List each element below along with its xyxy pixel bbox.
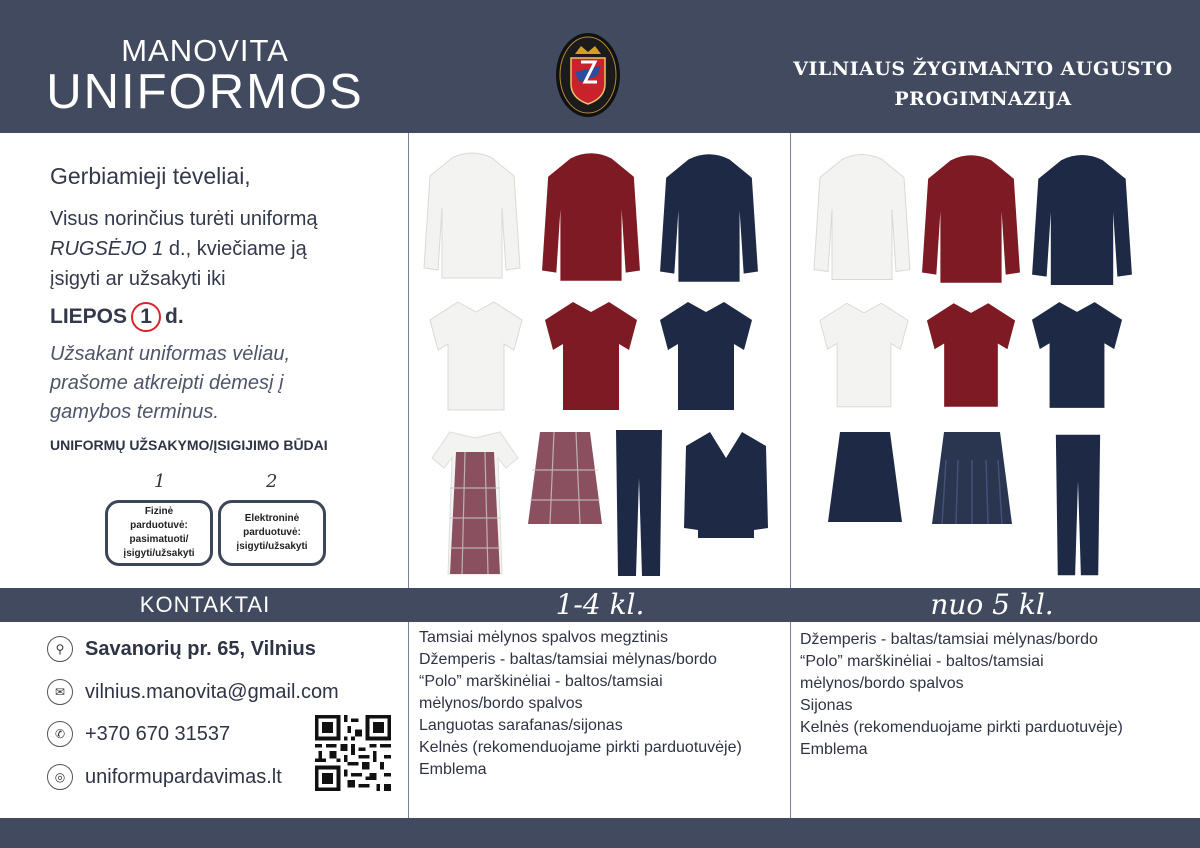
footer-bar: [0, 818, 1200, 848]
contact-website[interactable]: [47, 763, 282, 791]
deadline: [50, 302, 184, 332]
bordo-polo-image: [543, 298, 639, 414]
navy-sweatshirt-image-5: [1030, 148, 1134, 292]
white-polo-image-5: [818, 298, 910, 412]
list-item: Languotas sarafanas/sijonas: [419, 717, 623, 734]
contact-email-text: vilnius.manovita@gmail.com: [85, 680, 339, 703]
contact-email[interactable]: [47, 678, 339, 706]
grade-5-title: nuo 5 kl.: [930, 588, 1054, 621]
ways-title: UNIFORMŲ UŽSAKYMO/ĮSIGIJIMO BŪDAI: [50, 437, 328, 453]
list-item: Sijonas: [800, 697, 853, 714]
intro-line1: Visus norinčius turėti uniformą: [50, 208, 318, 230]
list-item: Emblema: [419, 761, 487, 778]
contacts-title: KONTAKTAI: [139, 592, 271, 617]
greeting: Gerbiamieji tėveliai,: [50, 163, 251, 189]
option-online-store: Elektroninė parduotuvė: įsigyti/užsakyti: [218, 500, 326, 566]
navy-skirt-image-5: [826, 430, 904, 526]
contact-address[interactable]: [47, 635, 316, 663]
bordo-sweatshirt-image-5: [920, 148, 1022, 290]
intro-line3: įsigyti ar užsakyti iki: [50, 268, 226, 290]
contact-phone-text: +370 670 31537: [85, 722, 231, 745]
white-sweatshirt-image-5: [812, 148, 912, 286]
list-item: mėlynos/bordo spalvos: [419, 695, 583, 712]
contact-phone[interactable]: [47, 720, 230, 748]
navy-trousers-image: [612, 428, 666, 578]
list-item: Kelnės (rekomenduojame pirkti parduotuvėje): [419, 739, 742, 756]
list-grades-5: [800, 629, 1123, 761]
option1-number: 1: [154, 471, 166, 492]
list-item: mėlynos/bordo spalvos: [800, 675, 964, 692]
divider-left: [408, 133, 409, 818]
deadline-suffix: d.: [165, 305, 184, 328]
list-item: Džemperis - baltas/tamsiai mėlynas/bordo: [419, 651, 717, 668]
option2-number: 2: [266, 471, 278, 492]
note-line3: gamybos terminus.: [50, 401, 219, 423]
navy-polo-image: [658, 298, 754, 414]
navy-pleated-skirt-image-5: [930, 430, 1014, 528]
list-grades-1-4: [419, 627, 742, 781]
list-item: Džemperis - baltas/tamsiai mėlynas/bordo: [800, 631, 1098, 648]
mail-icon: ✉: [47, 679, 73, 705]
navy-polo-image-5: [1030, 298, 1124, 412]
list-item: “Polo” marškinėliai - baltos/tamsiai: [800, 653, 1044, 670]
brand-bottom: UNIFORMOS: [46, 65, 364, 119]
white-sweatshirt-image: [422, 148, 522, 283]
white-polo-image: [428, 298, 524, 414]
list-item: Kelnės (rekomenduojame pirkti parduotuvėje): [800, 719, 1123, 736]
option-physical-store: Fizinė parduotuvė: pasimatuoti/ įsigyti/užsakyti: [105, 500, 213, 566]
note-line1: Užsakant uniformas vėliau,: [50, 343, 291, 365]
navy-sweatshirt-image: [658, 148, 760, 288]
school-name-line1: VILNIAUS ŽYGIMANTO AUGUSTO: [793, 58, 1173, 80]
intro-line2-rest: d., kviečiame ją: [163, 238, 307, 260]
plaid-sarafan-image: [430, 428, 520, 578]
school-crest-icon: [555, 32, 621, 118]
plaid-skirt-image: [526, 430, 604, 528]
globe-icon: ◎: [47, 764, 73, 790]
deadline-number: 1: [131, 302, 161, 332]
list-item: Emblema: [800, 741, 868, 758]
brand-top: MANOVITA: [121, 33, 289, 68]
contact-address-text: Savanorių pr. 65, Vilnius: [85, 637, 316, 660]
list-item: “Polo” marškinėliai - baltos/tamsiai: [419, 673, 663, 690]
bordo-polo-image-5: [925, 298, 1017, 412]
school-name: [778, 54, 1188, 114]
navy-cardigan-image: [682, 428, 770, 540]
list-item: Tamsiai mėlynos spalvos megztinis: [419, 629, 668, 646]
phone-icon: ✆: [47, 721, 73, 747]
note-line2: prašome atkreipti dėmesį į: [50, 372, 284, 394]
contact-website-text: uniformupardavimas.lt: [85, 765, 282, 788]
bordo-sweatshirt-image: [540, 148, 642, 286]
intro-line2: [50, 238, 307, 261]
qr-code-icon[interactable]: [315, 715, 391, 791]
location-icon: ⚲: [47, 636, 73, 662]
divider-right: [790, 133, 791, 818]
intro-date: RUGSĖJO 1: [50, 238, 164, 260]
grade-1-4-title: 1-4 kl.: [555, 588, 645, 621]
school-name-line2: PROGIMNAZIJA: [894, 88, 1072, 110]
deadline-word: LIEPOS: [50, 305, 128, 328]
navy-trousers-image-5: [1052, 430, 1104, 580]
